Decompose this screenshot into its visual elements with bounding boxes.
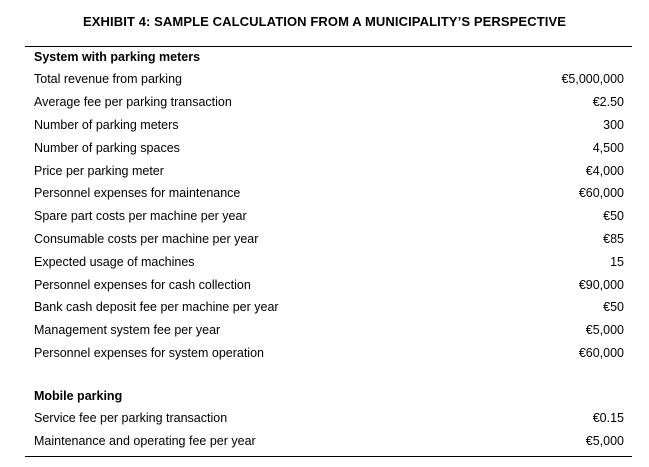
row-value: €5,000,000 (561, 72, 624, 87)
row-value: €50 (603, 300, 624, 315)
bottom-rule (25, 456, 632, 457)
row-label: Spare part costs per machine per year (34, 209, 247, 224)
row-label: Consumable costs per machine per year (34, 231, 259, 246)
row-label: Average fee per parking transaction (34, 95, 232, 110)
row-label: Personnel expenses for cash collection (34, 277, 251, 292)
table-row (25, 296, 632, 319)
row-value: €90,000 (578, 277, 624, 292)
table-row (25, 319, 632, 342)
table-row (25, 136, 632, 159)
exhibit-title: EXHIBIT 4: SAMPLE CALCULATION FROM A MUNICIPALITY’S PERSPECTIVE (83, 14, 566, 29)
row-value: 15 (610, 254, 624, 269)
table-row (25, 114, 632, 137)
table-row (25, 205, 632, 228)
row-value: €85 (603, 231, 624, 246)
row-value: €60,000 (578, 186, 624, 201)
row-value: €4,000 (585, 163, 624, 178)
table-row (25, 407, 632, 430)
row-value: €50 (603, 209, 624, 224)
row-label: Personnel expenses for maintenance (34, 186, 241, 201)
row-value: €5,000 (585, 323, 624, 338)
table-row (25, 342, 632, 365)
row-label: Number of parking spaces (34, 140, 180, 155)
row-label: Management system fee per year (34, 323, 221, 338)
section-parking-meters (25, 46, 632, 364)
row-value: 300 (603, 117, 624, 132)
table-row (25, 68, 632, 91)
row-label: Total revenue from parking (34, 72, 182, 87)
table-row (25, 273, 632, 296)
row-label: Bank cash deposit fee per machine per year (34, 300, 279, 315)
table-row (25, 430, 632, 453)
section-heading: Mobile parking (34, 389, 123, 403)
section-mobile-parking (25, 385, 632, 453)
row-label: Number of parking meters (34, 117, 179, 132)
row-value: €2.50 (592, 95, 624, 110)
table-row (25, 228, 632, 251)
table-row (25, 91, 632, 114)
row-label: Service fee per parking transaction (34, 411, 228, 426)
row-label: Expected usage of machines (34, 254, 195, 269)
table-row (25, 159, 632, 182)
table-row (25, 250, 632, 273)
row-label: Maintenance and operating fee per year (34, 434, 256, 449)
row-value: €60,000 (578, 345, 624, 360)
row-label: Personnel expenses for system operation (34, 345, 264, 360)
row-value: €5,000 (585, 434, 624, 449)
section-heading: System with parking meters (34, 50, 201, 64)
row-value: 4,500 (592, 140, 624, 155)
row-label: Price per parking meter (34, 163, 164, 178)
table-row (25, 182, 632, 205)
row-value: €0.15 (592, 411, 624, 426)
